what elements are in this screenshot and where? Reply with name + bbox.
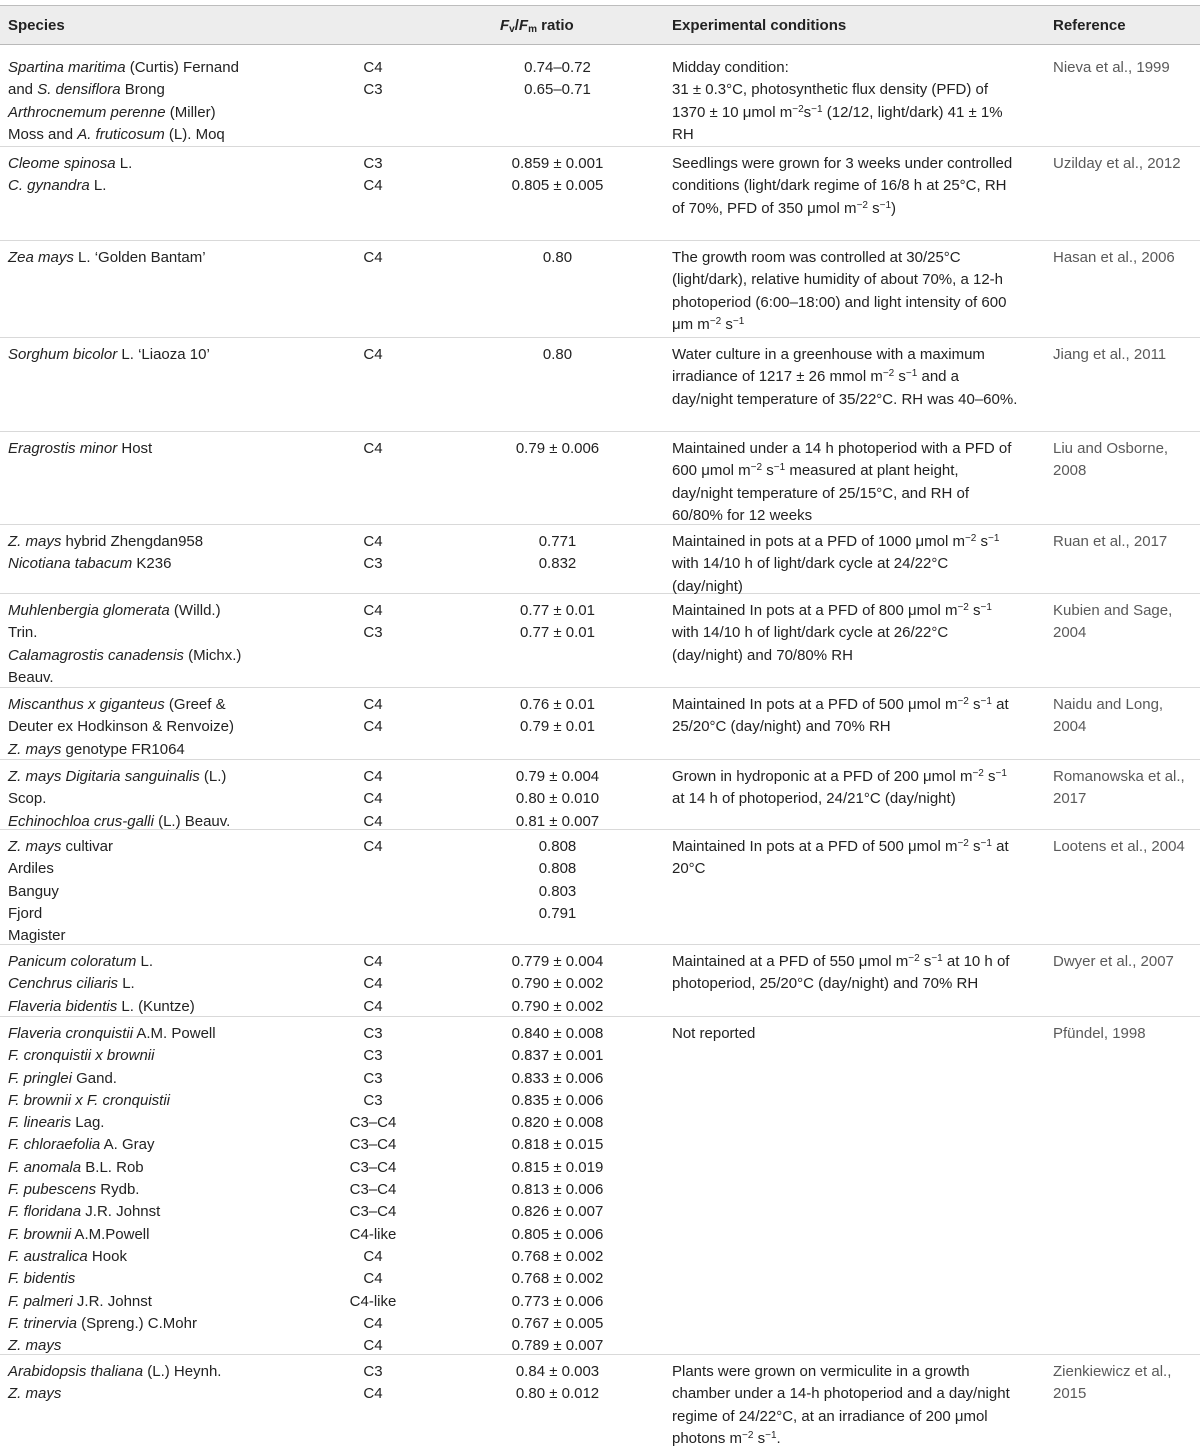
species-cell-line: C. gynandra L.: [8, 177, 107, 195]
species-cell-line: and S. densiflora Brong: [8, 81, 165, 99]
fv-fm-ratio-cell-line: 0.837 ± 0.001: [511, 1047, 604, 1065]
fv-fm-ratio-cell-line: 0.859 ± 0.001: [511, 155, 604, 172]
reference-cell: Liu and Osborne, 2008: [1053, 440, 1169, 480]
fv-fm-ratio-cell-line: 0.768 ± 0.002: [511, 1270, 604, 1288]
reference-cell: Naidu and Long, 2004: [1053, 696, 1164, 736]
fv-fm-ratio-cell-line: 0.80: [542, 249, 573, 266]
species-cell: [8, 600, 308, 689]
photosynthesis-type-cell-line: C3: [363, 1091, 383, 1109]
species-cell-line: Calamagrostis canadensis (Michx.): [8, 646, 242, 664]
species-cell: [8, 1361, 308, 1406]
fv-fm-ratio-cell-line: 0.80: [542, 346, 573, 363]
photosynthesis-type-cell-line: C3–C4: [349, 1203, 397, 1221]
reference-cell: Uzilday et al., 2012: [1053, 155, 1181, 172]
fv-fm-ratio-cell-line: 0.832: [538, 555, 577, 573]
photosynthesis-type-cell-line: C4: [363, 838, 383, 855]
photosynthesis-type-cell-line: C4: [363, 602, 383, 619]
conditions-cell: Midday condition: 31 ± 0.3°C, photosynthetic flux density (PFD) of 1370 ± 10 μmol $m^{-2}s^{-1}$ (12/12, light/dark) 41 ± 1% RH: [672, 59, 1003, 143]
fv-fm-ratio-cell-line: 0.818 ± 0.015: [511, 1136, 604, 1154]
species-cell-line: Moss and A. fruticosum (L). Moq: [8, 125, 225, 143]
species-cell: [8, 694, 308, 761]
photosynthesis-type-cell: [340, 153, 406, 198]
fv-fm-ratio-cell: [480, 153, 635, 198]
header-conditions: Experimental conditions: [672, 17, 847, 34]
fv-fm-ratio-cell: [480, 531, 635, 576]
species-cell-line: Beauv.: [8, 668, 54, 686]
fv-fm-ratio-cell: [480, 247, 635, 269]
table-row: [0, 146, 1200, 241]
species-cell-line: Arabidopsis thaliana (L.) Heynh.: [8, 1363, 222, 1380]
photosynthesis-type-cell-line: C3–C4: [349, 1158, 397, 1176]
fv-fm-ratio-cell-line: 0.803: [538, 882, 577, 900]
photosynthesis-type-cell-line: C4: [363, 1337, 383, 1355]
photosynthesis-type-cell: [340, 247, 406, 269]
reference-cell: Zienkiewicz et al., 2015: [1053, 1363, 1172, 1403]
photosynthesis-type-cell: [340, 344, 406, 366]
species-cell: [8, 438, 308, 460]
species-cell-line: Z. mays genotype FR1064: [8, 740, 185, 758]
reference-cell: Ruan et al., 2017: [1053, 533, 1168, 550]
species-cell: [8, 531, 308, 576]
species-cell-line: Miscanthus x giganteus (Greef &: [8, 696, 226, 713]
fv-fm-ratio-cell-line: 0.77 ± 0.01: [520, 602, 595, 619]
fv-fm-ratio-cell-line: 0.835 ± 0.006: [511, 1091, 604, 1109]
species-cell-line: Zea mays L. ‘Golden Bantam’: [8, 249, 206, 266]
fv-fm-ratio-cell-line: 0.805 ± 0.006: [511, 1225, 604, 1243]
conditions-cell: Not reported: [672, 1025, 756, 1042]
photosynthesis-type-cell-line: C3: [363, 1025, 383, 1042]
fv-fm-ratio-cell-line: 0.74–0.72: [524, 59, 591, 76]
photosynthesis-type-cell: [340, 438, 406, 460]
species-cell-line: Cenchrus ciliaris L.: [8, 975, 135, 993]
species-cell-line: Flaveria bidentis L. (Kuntze): [8, 997, 195, 1015]
reference-cell: Hasan et al., 2006: [1053, 249, 1175, 266]
photosynthesis-type-cell-line: C4: [363, 790, 383, 808]
fv-fm-ratio-cell-line: 0.80 ± 0.010: [515, 790, 600, 808]
fv-fm-ratio-cell-line: 0.805 ± 0.005: [511, 177, 604, 195]
photosynthesis-type-cell-line: C4: [363, 59, 383, 76]
table-row: [0, 829, 1200, 945]
fv-fm-ratio-cell-line: 0.79 ± 0.01: [520, 718, 595, 736]
species-cell-line: Z. mays cultivar: [8, 838, 114, 855]
header-ratio: $F_v/F_m$ ratio: [500, 17, 574, 35]
fv-fm-ratio-cell-line: 0.81 ± 0.007: [515, 812, 600, 830]
fv-fm-ratio-cell-line: 0.771: [538, 533, 577, 550]
photosynthesis-type-cell-line: C3: [363, 1363, 383, 1380]
fv-fm-ratio-cell-line: 0.80 ± 0.012: [515, 1385, 600, 1403]
species-cell-line: F. cronquistii x brownii: [8, 1047, 155, 1065]
species-cell-line: Ardiles: [8, 860, 54, 878]
photosynthesis-type-cell: [340, 951, 406, 1018]
fv-fm-ratio-cell-line: 0.813 ± 0.006: [511, 1181, 604, 1199]
photosynthesis-type-cell: [340, 57, 406, 102]
fv-fm-ratio-cell-line: 0.815 ± 0.019: [511, 1158, 604, 1176]
table-row: [0, 240, 1200, 338]
fv-fm-ratio-cell: [480, 1023, 635, 1357]
photosynthesis-type-cell-line: C4: [363, 1385, 383, 1403]
reference-cell: Lootens et al., 2004: [1053, 838, 1185, 855]
species-cell-line: F. palmeri J.R. Johnst: [8, 1292, 152, 1310]
table-row: [0, 50, 1200, 147]
species-cell-line: F. brownii A.M.Powell: [8, 1225, 150, 1243]
fv-fm-ratio-cell-line: 0.808: [538, 838, 577, 855]
species-cell: [8, 153, 308, 198]
photosynthesis-type-cell: [340, 1023, 406, 1357]
fv-fm-ratio-cell-line: 0.77 ± 0.01: [520, 624, 595, 642]
species-cell-line: Magister: [8, 927, 66, 945]
header-reference: Reference: [1053, 17, 1126, 34]
fv-fm-ratio-cell-line: 0.833 ± 0.006: [511, 1069, 604, 1087]
photosynthesis-type-cell-line: C4: [363, 812, 383, 830]
species-cell-line: Nicotiana tabacum K236: [8, 555, 172, 573]
photosynthesis-type-cell-line: C4: [363, 975, 383, 993]
photosynthesis-type-cell-line: C4: [363, 1247, 383, 1265]
species-cell: [8, 1023, 308, 1357]
photosynthesis-type-cell-line: C4: [363, 768, 383, 785]
conditions-cell: The growth room was controlled at 30/25°C (light/dark), relative humidity of about 70%, a 12-h photoperiod (6:00–18:00) and light intensity of 600 μm $m^{-2}$ $s^{-1}$: [672, 249, 1007, 333]
reference-cell: Dwyer et al., 2007: [1053, 953, 1174, 970]
conditions-cell: Maintained under a 14 h photoperiod with a PFD of 600 μmol $m^{-2}$ $s^{-1}$ measured at plant height, day/night temperature of 25/15°C, and RH of 60/80% for 12 weeks: [672, 440, 1012, 524]
species-cell-line: Sorghum bicolor L. ‘Liaoza 10’: [8, 346, 210, 363]
species-cell-line: F. trinervia (Spreng.) C.Mohr: [8, 1314, 197, 1332]
conditions-cell: Maintained In pots at a PFD of 500 μmol $m^{-2}$ $s^{-1}$ at 20°C: [672, 838, 1009, 878]
photosynthesis-type-cell-line: C4: [363, 440, 383, 457]
fv-fm-ratio-cell: [480, 57, 635, 102]
species-cell-line: Spartina maritima (Curtis) Fernand: [8, 59, 239, 76]
fv-fm-ratio-cell-line: 0.79 ± 0.004: [515, 768, 600, 785]
fv-fm-ratio-cell-line: 0.790 ± 0.002: [511, 975, 604, 993]
fv-fm-ratio-cell: [480, 951, 635, 1018]
fv-fm-ratio-cell: [480, 600, 635, 645]
species-cell-line: Z. mays Digitaria sanguinalis (L.): [8, 768, 227, 785]
fv-fm-ratio-cell: [480, 836, 635, 925]
fv-fm-ratio-cell: [480, 1361, 635, 1406]
species-cell-line: Scop.: [8, 790, 47, 808]
fv-fm-ratio-cell-line: 0.768 ± 0.002: [511, 1247, 604, 1265]
species-cell-line: Panicum coloratum L.: [8, 953, 154, 970]
species-cell-line: Deuter ex Hodkinson & Renvoize): [8, 718, 234, 736]
species-cell-line: F. brownii x F. cronquistii: [8, 1091, 171, 1109]
fv-fm-ratio-cell-line: 0.791: [538, 904, 577, 922]
photosynthesis-type-cell-line: C3–C4: [349, 1136, 397, 1154]
species-cell-line: Fjord: [8, 904, 43, 922]
table-row: [0, 337, 1200, 432]
fv-fm-ratio-cell: [480, 694, 635, 739]
table-row: [0, 944, 1200, 1017]
photosynthesis-type-cell-line: C4: [363, 177, 383, 195]
conditions-cell: Maintained at a PFD of 550 μmol $m^{-2}$ $s^{-1}$ at 10 h of photoperiod, 25/20°C (day/night) and 70% RH: [672, 953, 1010, 993]
fv-fm-ratio-cell-line: 0.779 ± 0.004: [511, 953, 604, 970]
conditions-cell: Grown in hydroponic at a PFD of 200 μmol $m^{-2}$ $s^{-1}$ at 14 h of photoperiod, 24/21°C (day/night): [672, 768, 1007, 808]
photosynthesis-type-cell: [340, 1361, 406, 1406]
table-row: [0, 593, 1200, 688]
photosynthesis-type-cell-line: C3–C4: [349, 1181, 397, 1199]
photosynthesis-type-cell-line: C3: [363, 624, 383, 642]
reference-cell: Kubien and Sage, 2004: [1053, 602, 1173, 642]
fv-fm-ratio-cell-line: 0.773 ± 0.006: [511, 1292, 604, 1310]
table-row: [0, 431, 1200, 525]
species-cell-line: Muhlenbergia glomerata (Willd.): [8, 602, 221, 619]
species-cell-line: F. bidentis: [8, 1270, 76, 1288]
photosynthesis-type-cell-line: C4: [363, 696, 383, 713]
photosynthesis-type-cell: [340, 600, 406, 645]
table-row: [0, 1016, 1200, 1355]
conditions-cell: Maintained in pots at a PFD of 1000 μmol $m^{-2}$ $s^{-1}$ with 14/10 h of light/dark cycle at 24/22°C (day/night): [672, 533, 1000, 595]
species-cell: [8, 344, 308, 366]
species-cell-line: F. chloraefolia A. Gray: [8, 1136, 155, 1154]
reference-cell: Romanowska et al., 2017: [1053, 768, 1185, 808]
species-cell-line: Cleome spinosa L.: [8, 155, 133, 172]
table-row: [0, 1354, 1200, 1446]
species-cell-line: F. pringlei Gand.: [8, 1069, 117, 1087]
photosynthesis-type-cell-line: C4: [363, 1314, 383, 1332]
photosynthesis-type-cell: [340, 531, 406, 576]
fv-fm-ratio-cell: [480, 766, 635, 833]
species-cell: [8, 247, 308, 269]
table-row: [0, 524, 1200, 594]
photosynthesis-type-cell-line: C3: [363, 81, 383, 99]
photosynthesis-type-cell-line: C4-like: [349, 1225, 397, 1243]
fv-fm-ratio-cell-line: 0.76 ± 0.01: [520, 696, 595, 713]
photosynthesis-type-cell-line: C4: [363, 533, 383, 550]
fv-fm-ratio-cell-line: 0.840 ± 0.008: [511, 1025, 604, 1042]
species-cell-line: Z. mays: [8, 1337, 62, 1355]
photosynthesis-type-cell-line: C4: [363, 346, 383, 363]
species-cell: [8, 766, 308, 833]
photosynthesis-type-cell-line: C3–C4: [349, 1114, 397, 1132]
fv-fm-ratio-cell-line: 0.808: [538, 860, 577, 878]
photosynthesis-type-cell-line: C4: [363, 953, 383, 970]
species-cell: [8, 836, 308, 947]
table-row: [0, 759, 1200, 830]
species-cell-line: F. anomala B.L. Rob: [8, 1158, 144, 1176]
fv-fm-ratio-cell-line: 0.767 ± 0.005: [511, 1314, 604, 1332]
photosynthesis-type-cell-line: C4: [363, 997, 383, 1015]
species-cell-line: F. pubescens Rydb.: [8, 1181, 140, 1199]
species-cell: [8, 57, 308, 146]
conditions-cell: Maintained In pots at a PFD of 800 μmol $m^{-2}$ $s^{-1}$ with 14/10 h of light/dark cycle at 26/22°C (day/night) and 70/80% RH: [672, 602, 992, 664]
species-cell-line: Eragrostis minor Host: [8, 440, 153, 457]
photosynthesis-type-cell: [340, 766, 406, 833]
conditions-cell: Maintained In pots at a PFD of 500 μmol $m^{-2}$ $s^{-1}$ at 25/20°C (day/night) and 70% RH: [672, 696, 1009, 736]
fv-fm-ratio-cell-line: 0.789 ± 0.007: [511, 1337, 604, 1355]
species-cell-line: Z. mays hybrid Zhengdan958: [8, 533, 204, 550]
species-cell: [8, 951, 308, 1018]
species-cell-line: F. australica Hook: [8, 1247, 127, 1265]
photosynthesis-type-cell: [340, 836, 406, 858]
photosynthesis-type-cell: [340, 694, 406, 739]
species-cell-line: F. floridana J.R. Johnst: [8, 1203, 161, 1221]
photosynthesis-type-cell-line: C4: [363, 718, 383, 736]
species-cell-line: Flaveria cronquistii A.M. Powell: [8, 1025, 216, 1042]
reference-cell: Pfündel, 1998: [1053, 1025, 1146, 1042]
fv-fm-ratio-cell-line: 0.79 ± 0.006: [515, 440, 600, 457]
species-cell-line: Banguy: [8, 882, 59, 900]
photosynthesis-type-cell-line: C4-like: [349, 1292, 397, 1310]
species-cell-line: Trin.: [8, 624, 38, 642]
photosynthesis-type-cell-line: C4: [363, 249, 383, 266]
conditions-cell: Plants were grown on vermiculite in a growth chamber under a 14-h photoperiod and a day/night regime of 24/22°C, at an irradiance of 200 μmol photons $m^{-2}$ $s^{-1}$.: [672, 1363, 1010, 1447]
species-cell-line: F. linearis Lag.: [8, 1114, 105, 1132]
photosynthesis-type-cell-line: C3: [363, 155, 383, 172]
photosynthesis-type-cell-line: C3: [363, 1069, 383, 1087]
photosynthesis-type-cell-line: C3: [363, 555, 383, 573]
fv-fm-ratio-cell-line: 0.84 ± 0.003: [515, 1363, 600, 1380]
table-header: [0, 6, 1200, 45]
table-row: [0, 687, 1200, 760]
species-cell-line: Z. mays: [8, 1385, 62, 1403]
fv-fm-ratio-cell: [480, 344, 635, 366]
fv-fm-ratio-cell-line: 0.790 ± 0.002: [511, 997, 604, 1015]
species-cell-line: Arthrocnemum perenne (Miller): [8, 103, 216, 121]
species-cell-line: Echinochloa crus-galli (L.) Beauv.: [8, 812, 231, 830]
reference-cell: Nieva et al., 1999: [1053, 59, 1170, 76]
photosynthesis-type-cell-line: C3: [363, 1047, 383, 1065]
conditions-cell: Seedlings were grown for 3 weeks under controlled conditions (light/dark regime of 16/8 h at 25°C, RH of 70%, PFD of 350 μmol $m^{-2}$ $s^{-1}$): [672, 155, 1013, 217]
photosynthesis-type-cell-line: C4: [363, 1270, 383, 1288]
conditions-cell: Water culture in a greenhouse with a maximum irradiance of 1217 ± 26 mmol $m^{-2}$ $s^{-1}$ and a day/night temperature of 35/22°C. RH was 40–60%.: [672, 346, 1018, 408]
header-species: Species: [8, 17, 65, 34]
fv-fm-ratio-cell: [480, 438, 635, 460]
fv-fm-ratio-cell-line: 0.820 ± 0.008: [511, 1114, 604, 1132]
fv-fm-ratio-cell-line: 0.65–0.71: [524, 81, 591, 99]
fv-fm-ratio-cell-line: 0.826 ± 0.007: [511, 1203, 604, 1221]
reference-cell: Jiang et al., 2011: [1053, 346, 1167, 363]
